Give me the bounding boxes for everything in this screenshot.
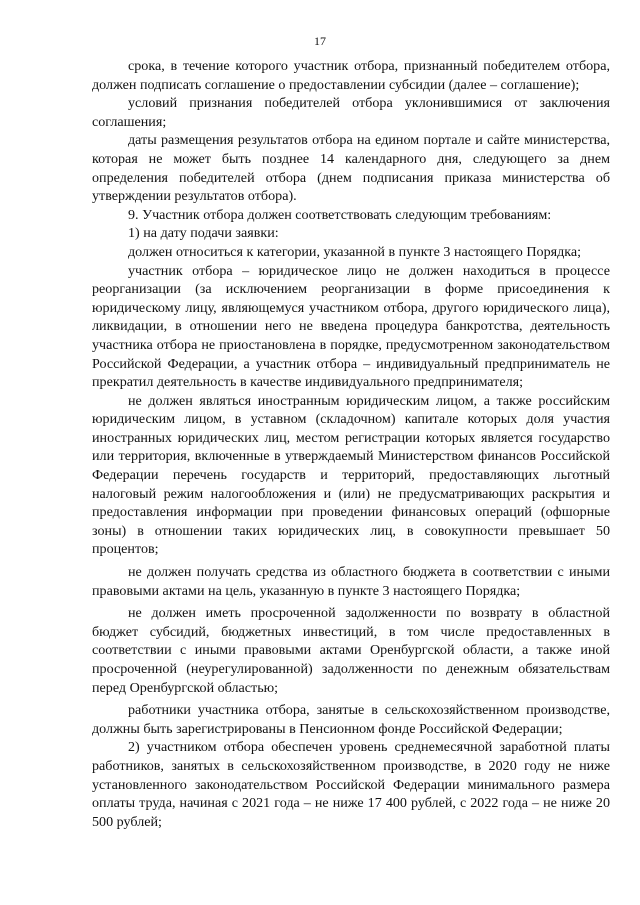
paragraph-average-salary: 2) участником отбора обеспечен уровень среднемесячной заработной платы работников, занятых в сельскохозяйственном производстве, в 2020 году не ниже установленного законодательством Российской Федерации минимального размера оплаты труда, начиная с 2021 года – не ниже 17 400 рублей, с 2022 года – не ниже 20 500 рублей; [92, 739, 610, 830]
paragraph-signing-deadline: срока, в течение которого участник отбора, признанный победителем отбора, должен подписать соглашение о предоставлении субсидии (далее – соглашение); [92, 58, 610, 93]
paragraph-requirements-heading: 9. Участник отбора должен соответствовать следующим требованиям: [128, 206, 552, 223]
paragraph-results-publication: даты размещения результатов отбора на едином портале и сайте министерства, которая не может быть позднее 14 календарного дня, следующего за днем определения победителей отбора (днем подписания приказа министерства об утверждении результатов отбора). [92, 132, 610, 205]
paragraph-overdue-debt: не должен иметь просроченной задолженности по возврату в областной бюджет субсидий, бюджетных инвестиций, в том числе предоставленных в соответствии с иными правовыми актами Оренбургской области, а также иной просроченной (неурегулированной) задолженности по денежным обязательствам перед Оренбургской областью; [92, 605, 610, 696]
paragraph-category: должен относиться к категории, указанной в пункте 3 настоящего Порядка; [128, 243, 582, 260]
paragraph-evasion-conditions: условий признания победителей отбора уклонившимися от заключения соглашения; [92, 95, 610, 130]
paragraph-foreign-entity: не должен являться иностранным юридическим лицом, а также российским юридическим лицом, в уставном (складочном) капитале которых доля участия иностранных юридических лиц, местом регистрации которых является государство или территория, включенные в утверждаемый Министерством финансов Российской Федерации перечень государств и территорий, предоставляющих льготный налоговый режим налогообложения и (или) не предусматривающих раскрытия и предоставления информации при проведении финансовых операций (офшорные зоны) в отношении таких юридических лиц, в совокупности превышает 50 процентов; [92, 392, 610, 558]
paragraph-reorganization: участник отбора – юридическое лицо не должен находиться в процессе реорганизации (за исключением реорганизации в форме присоединения к юридическому лицу, являющемуся участником отбора, другого юридического лица), ликвидации, в отношении него не введена процедура банкротства, деятельность участника отбора не приостановлена в порядке, предусмотренном законодательством Российской Федерации, а участник отбора – индивидуальный предприниматель не прекратил деятельность в качестве индивидуального предпринимателя; [92, 262, 610, 391]
paragraph-application-date: 1) на дату подачи заявки: [128, 225, 279, 242]
paragraph-pension-fund: работники участника отбора, занятые в сельскохозяйственном производстве, должны быть зарегистрированы в Пенсионном фонде Российской Федерации; [92, 702, 610, 737]
document-body [92, 57, 610, 831]
page-number: 17 [314, 34, 326, 48]
paragraph-other-funding: не должен получать средства из областного бюджета в соответствии с иными правовыми актами на цель, указанную в пункте 3 настоящего Порядка; [92, 564, 610, 599]
